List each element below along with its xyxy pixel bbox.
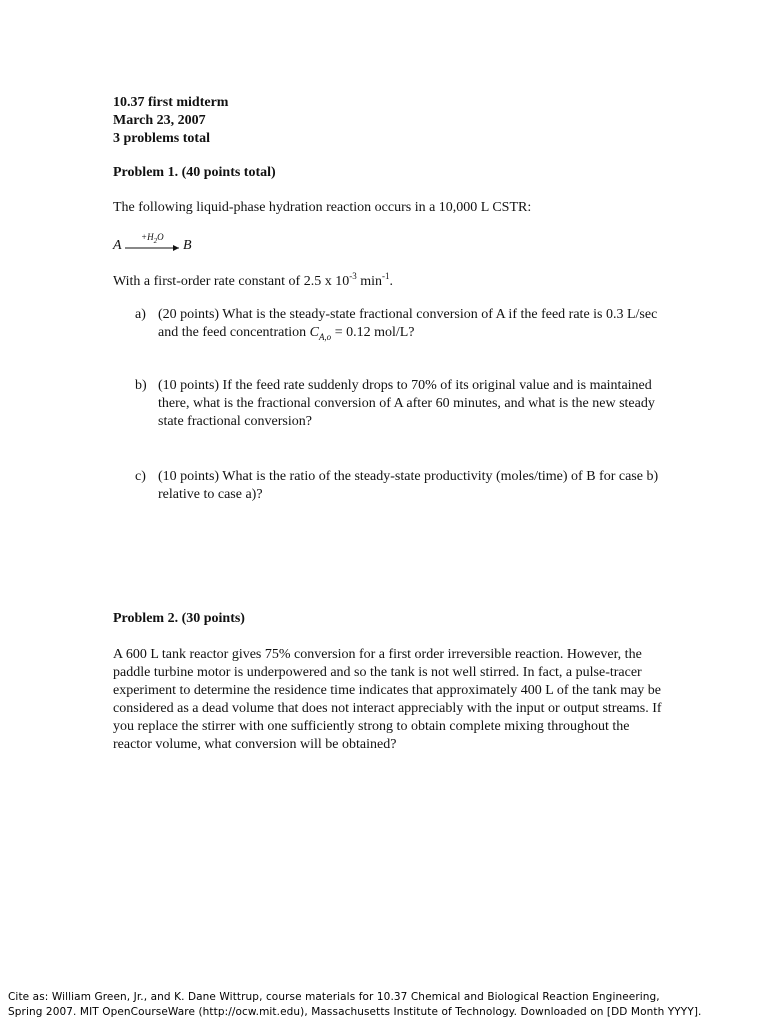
- question-a-label: a): [135, 307, 146, 322]
- question-c-label: c): [135, 469, 146, 484]
- problem1-title: Problem 1. (40 points total): [113, 165, 276, 180]
- question-b-label: b): [135, 378, 147, 393]
- question-b: [135, 377, 665, 431]
- product-label: B: [183, 238, 192, 253]
- citation-footer: [8, 990, 764, 1020]
- question-c: [135, 468, 665, 504]
- problem2-body: A 600 L tank reactor gives 75% conversion for a first order irreversible reaction. However, the paddle turbine motor is underpowered and so the tank is not well stirred. In fact, a pulse-tracer experiment to determine the residence time indicates that approximately 400 L of the tank may be considered as a dead volume that does not interact appreciably with the input or output streams. If you replace the stirrer with one sufficiently strong to obtain complete mixing throughout the reactor volume, what conversion will be obtained?: [113, 647, 662, 752]
- problem2-title: Problem 2. (30 points): [113, 611, 245, 626]
- problem1-intro: The following liquid-phase hydration reaction occurs in a 10,000 L CSTR:: [113, 200, 532, 215]
- reactant-label: A: [113, 238, 122, 253]
- citation-line-2: Spring 2007. MIT OpenCourseWare (http://ocw.mit.edu), Massachusetts Institute of Technology. Downloaded on [DD Month YYYY].: [8, 1006, 702, 1018]
- problem-count: 3 problems total: [113, 131, 210, 146]
- exam-header: [113, 94, 228, 148]
- question-b-text: (10 points) If the feed rate suddenly drops to 70% of its original value and is maintained there, what is the fractional conversion of A after 60 minutes, and what is the new steady state fractional conversion?: [158, 378, 655, 429]
- reaction-equation: [113, 234, 233, 258]
- reagent-label: $+H_2O$: [141, 232, 164, 245]
- exam-title: 10.37 first midterm: [113, 95, 229, 110]
- question-a-text: (20 points) What is the steady-state fractional conversion of A if the feed rate is 0.3 L/sec and the feed concentration $C_{A,o} = 0.12$ mol/L?: [158, 307, 658, 342]
- exam-date: March 23, 2007: [113, 113, 206, 128]
- citation-line-1: Cite as: William Green, Jr., and K. Dane Wittrup, course materials for 10.37 Chemical and Biological Reaction Engineering,: [8, 991, 660, 1003]
- question-c-text: (10 points) What is the ratio of the steady-state productivity (moles/time) of B for case b) relative to case a)?: [158, 469, 659, 502]
- rate-constant-text: With a first-order rate constant of 2.5 x $10^{-3}$ $\min^{-1}$.: [113, 271, 393, 289]
- question-a: [135, 306, 665, 346]
